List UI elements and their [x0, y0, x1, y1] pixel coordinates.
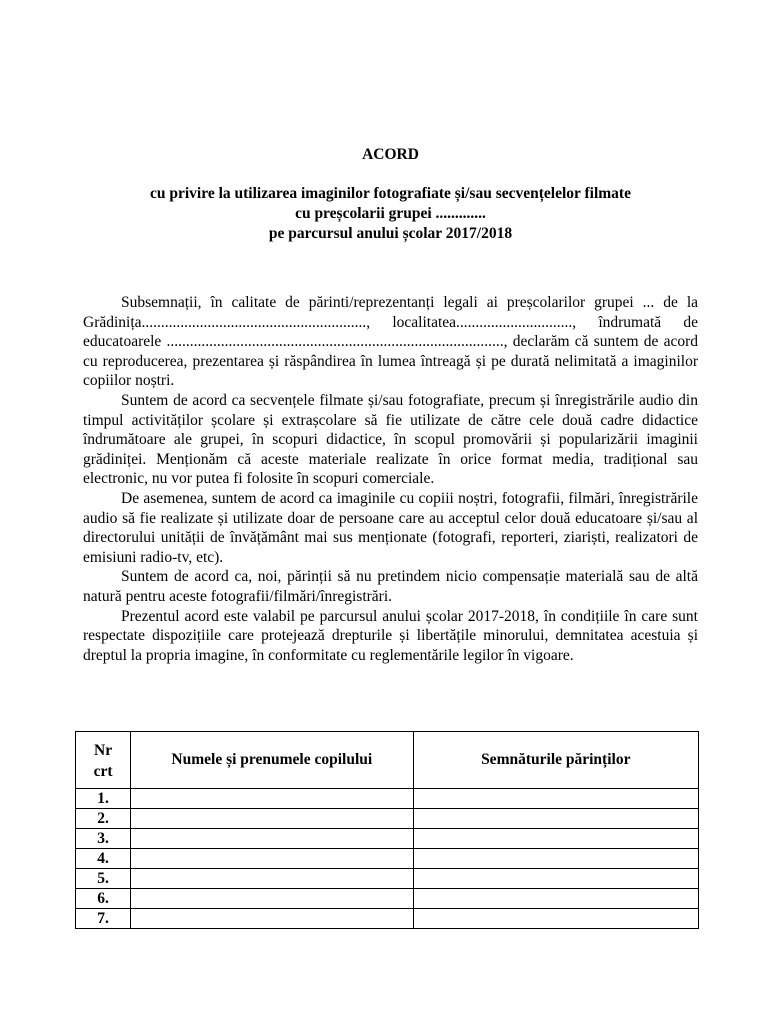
header-crt: crt [93, 763, 113, 780]
child-name-cell[interactable] [131, 909, 413, 929]
signature-table [75, 731, 699, 929]
row-number: 2. [76, 809, 131, 829]
table-row [76, 789, 699, 809]
table-header-row [76, 732, 699, 789]
document-subtitle [83, 184, 698, 244]
table-row [76, 809, 699, 829]
body-paragraph: Prezentul acord este valabil pe parcursul anului școlar 2017-2018, în condițiile în care sunt respectate dispozițiile care protejează drepturile și libertățile minorului, demnitatea acestuia și dreptul la propria imagine, în conformitate cu reglementările legilor în vigoare. [83, 607, 698, 664]
table-row [76, 889, 699, 909]
signature-cell[interactable] [413, 789, 698, 809]
subtitle-line: pe parcursul anului școlar 2017/2018 [268, 225, 513, 242]
child-name-cell[interactable] [131, 829, 413, 849]
document-title: ACORD [362, 146, 419, 163]
row-number: 6. [76, 889, 131, 909]
document-body [83, 293, 698, 665]
child-name-cell[interactable] [131, 889, 413, 909]
child-name-cell[interactable] [131, 809, 413, 829]
header-parent-signature: Semnăturile părinților [413, 732, 698, 789]
header-child-name: Numele și prenumele copilului [131, 732, 413, 789]
signature-cell[interactable] [413, 809, 698, 829]
child-name-cell[interactable] [131, 789, 413, 809]
row-number: 3. [76, 829, 131, 849]
subtitle-line: cu preșcolarii grupei ............. [295, 205, 486, 222]
table-row [76, 869, 699, 889]
row-number: 4. [76, 849, 131, 869]
body-paragraph: Suntem de acord ca secvențele filmate și/sau fotografiate, precum și înregistrările audio din timpul activităților școlare și extrașcolare să fie utilizate de către cele două cadre didactice îndrumătoare ale grupei, în scopuri didactice, în scopul promovării și popularizării imaginii grădiniței. Menționăm că aceste materiale realizate în orice format media, tradițional sau electronic, nu vor putea fi folosite în scopuri comerciale. [83, 391, 698, 488]
header-nr-crt [76, 732, 131, 789]
signature-cell[interactable] [413, 889, 698, 909]
row-number: 7. [76, 909, 131, 929]
body-paragraph: Subsemnații, în calitate de părinti/reprezentanți legali ai preșcolarilor grupei ... de la Grădinița.........................................................., localitatea.............................., îndrumată de educatoarele ......................................................................................., declarăm că suntem de acord cu reproducerea, prezentarea și răspândirea în lumea întreagă și pe durată nelimitată a imaginilor copiilor noștri. [83, 294, 698, 390]
signature-cell[interactable] [413, 849, 698, 869]
child-name-cell[interactable] [131, 849, 413, 869]
signature-cell[interactable] [413, 829, 698, 849]
subtitle-line: cu privire la utilizarea imaginilor fotografiate și/sau secvențelelor filmate [150, 185, 631, 202]
row-number: 5. [76, 869, 131, 889]
table-row [76, 909, 699, 929]
row-number: 1. [76, 789, 131, 809]
header-nr: Nr [94, 742, 113, 759]
child-name-cell[interactable] [131, 869, 413, 889]
signature-cell[interactable] [413, 869, 698, 889]
table-row [76, 829, 699, 849]
body-paragraph: Suntem de acord ca, noi, părinții să nu pretindem nicio compensație materială sau de altă natură pentru aceste fotografii/filmări/înregistrări. [83, 568, 698, 605]
signature-cell[interactable] [413, 909, 698, 929]
body-paragraph: De asemenea, suntem de acord ca imaginile cu copiii noștri, fotografii, filmări, înregistrările audio să fie realizate și utilizate doar de persoane care au acceptul celor două educatoare și/sau al directorului unității de învățământ mai sus menționate (fotografi, reporteri, ziariști, realizatori de emisiuni radio-tv, etc). [83, 489, 698, 566]
table-row [76, 849, 699, 869]
